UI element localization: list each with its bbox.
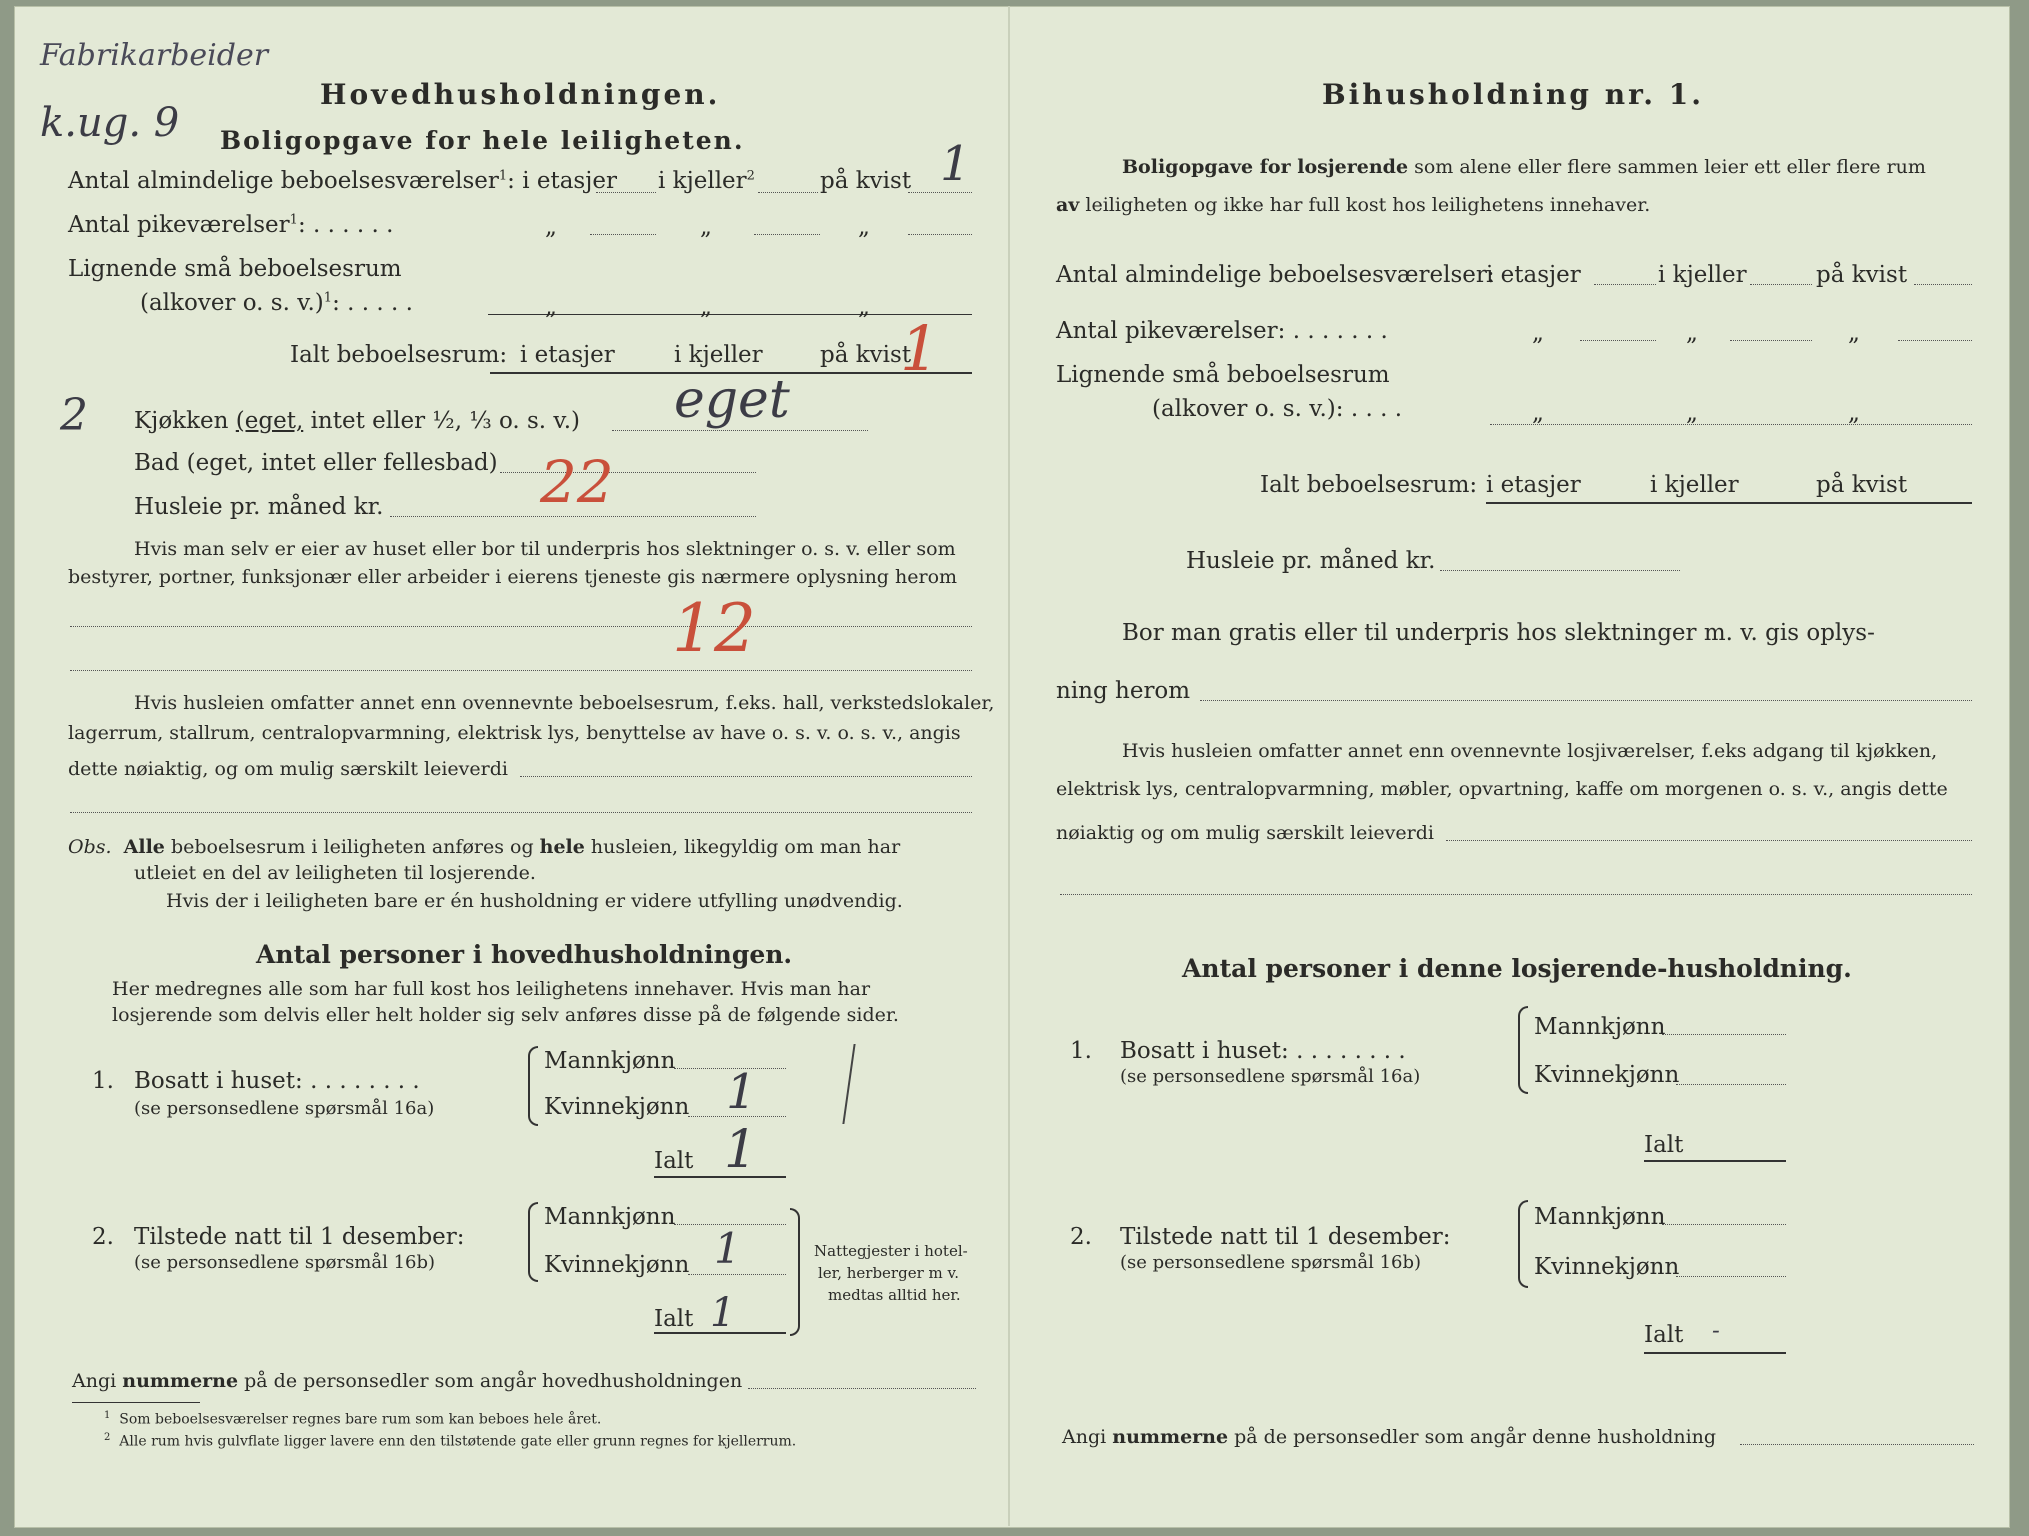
right-inclusion-field[interactable] xyxy=(1446,840,1972,841)
right-maid-attic-field[interactable] xyxy=(1898,340,1972,341)
right-ordinary-cellar-field[interactable] xyxy=(1750,284,1812,285)
total-rooms-attic-label: på kvist xyxy=(820,342,912,368)
row-ordinary-rooms-label: Antal almindelige beboelsesværelser$^1$: i etasjer xyxy=(68,168,617,194)
q2-number: 2. xyxy=(92,1224,114,1250)
right-q1-female-field[interactable] xyxy=(1676,1084,1786,1085)
right-q2-female-field[interactable] xyxy=(1676,1276,1786,1277)
obs-note-line-1: Obs. Alle beboelsesrum i leiligheten anføres og hele husleien, likegyldig om man har xyxy=(68,836,901,858)
left-page-main-household xyxy=(0,0,1010,1536)
right-ordinary-attic-field[interactable] xyxy=(1914,284,1972,285)
kitchen-label: Kjøkken (eget, intet eller ½, ⅓ o. s. v.) xyxy=(134,408,580,434)
handwritten-address: k.ug. 9 xyxy=(40,100,180,146)
q2-female-field[interactable] xyxy=(688,1274,786,1275)
handwritten-total-attic: 1 xyxy=(900,312,940,385)
night-guests-note-3: medtas alltid her. xyxy=(828,1286,961,1304)
right-inclusion-line-1: Hvis husleien omfatter annet enn ovennevnte losjiværelser, f.eks adgang til kjøkken, xyxy=(1122,740,1938,762)
inclusion-value-field[interactable] xyxy=(520,776,972,777)
obs-note-line-2: utleiet en del av leiligheten til losjerende. xyxy=(134,862,536,884)
handwritten-extra-number: 12 xyxy=(672,590,756,667)
right-maid-floor-field[interactable] xyxy=(1580,340,1656,341)
right-inclusion-line-2: elektrisk lys, centralopvarmning, møbler, opvartning, kaffe om morgenen o. s. v., angis dette xyxy=(1056,778,1948,800)
right-page-sub-household xyxy=(1010,0,2029,1536)
ordinary-rooms-attic-label: på kvist xyxy=(820,168,912,194)
ordinary-rooms-floor-field[interactable] xyxy=(596,192,656,193)
inclusion-note-line-2: lagerrum, stallrum, centralopvarmning, elektrisk lys, benyttelse av have o. s. v. o. s. v., angis xyxy=(68,722,961,744)
footnote-1: $^1$ Som beboelsesværelser regnes bare rum som kan beboes hele året. xyxy=(104,1410,602,1428)
person-numbers-label: Angi nummerne på de personsedler som angår hovedhusholdningen xyxy=(72,1370,743,1392)
right-q2-female-label: Kvinnekjønn xyxy=(1534,1254,1680,1280)
right-q2-label: Tilstede natt til 1 desember: xyxy=(1120,1224,1451,1250)
right-q1-male-label: Mannkjønn xyxy=(1534,1014,1666,1040)
right-ordinary-floor-label: i etasjer xyxy=(1486,262,1581,288)
right-rent-field[interactable] xyxy=(1440,570,1680,571)
right-intro-line-2: av leiligheten og ikke har full kost hos leilighetens innehaver. xyxy=(1056,194,1651,216)
handwritten-checkmark xyxy=(828,1044,855,1124)
right-total-rooms-label: Ialt beboelsesrum: xyxy=(1260,472,1478,498)
right-inclusion-field-2[interactable] xyxy=(1060,894,1972,895)
owner-note-field-2[interactable] xyxy=(70,670,972,671)
q2-label: Tilstede natt til 1 desember: xyxy=(134,1224,465,1250)
handwritten-kitchen-answer: eget xyxy=(674,370,790,430)
handwritten-rent: 22 xyxy=(540,448,614,516)
handwritten-q2-female: 1 xyxy=(714,1224,741,1273)
right-ordinary-rooms-label: Antal almindelige beboelsesværelser: xyxy=(1056,262,1495,288)
right-q2-brace xyxy=(1518,1200,1528,1288)
q2-brace xyxy=(528,1202,538,1282)
rent-field[interactable] xyxy=(390,516,756,517)
maid-rooms-ditto-1: „ xyxy=(545,214,557,240)
total-rooms-floor-label: i etasjer xyxy=(520,342,615,368)
right-ordinary-cellar-label: i kjeller xyxy=(1658,262,1747,288)
right-q1-total-line xyxy=(1644,1160,1786,1162)
alcove-ditto-1: „ xyxy=(545,294,557,320)
alcove-rooms-label: Lignende små beboelsesrum xyxy=(68,256,402,282)
owner-note-line-1: Hvis man selv er eier av huset eller bor til underpris hos slektninger o. s. v. eller som xyxy=(134,538,956,560)
alcove-ditto-3: „ xyxy=(858,294,870,320)
right-q2-male-label: Mannkjønn xyxy=(1534,1204,1666,1230)
right-total-attic-label: på kvist xyxy=(1816,472,1908,498)
q2-male-label: Mannkjønn xyxy=(544,1204,676,1230)
q2-reference: (se personsedlene spørsmål 16b) xyxy=(134,1252,436,1273)
right-alcove-label-2: (alkover o. s. v.): . . . . xyxy=(1152,396,1403,422)
right-free-field[interactable] xyxy=(1200,700,1972,701)
q1-brace xyxy=(528,1046,538,1126)
maid-rooms-ditto-3: „ xyxy=(858,214,870,240)
right-q2-total-label: Ialt xyxy=(1644,1322,1684,1348)
right-free-line-2: ning herom xyxy=(1056,678,1191,704)
q1-female-label: Kvinnekjønn xyxy=(544,1094,690,1120)
right-q2-total-line xyxy=(1644,1352,1786,1354)
right-alcove-ditto-3: „ xyxy=(1848,400,1860,426)
right-q1-reference: (se personsedlene spørsmål 16a) xyxy=(1120,1066,1421,1087)
maid-rooms-label: Antal pikeværelser$^1$: . . . . . . xyxy=(68,212,394,238)
right-q2-male-field[interactable] xyxy=(1662,1224,1786,1225)
footnote-2: $^2$ Alle rum hvis gulvflate ligger lavere enn den tilstøtende gate eller grunn regnes for kjellerrum. xyxy=(104,1432,797,1450)
right-total-rooms-line xyxy=(1486,502,1972,504)
right-maid-cellar-field[interactable] xyxy=(1730,340,1812,341)
right-q1-brace xyxy=(1518,1006,1528,1094)
maid-rooms-cellar-field[interactable] xyxy=(754,234,820,235)
ordinary-rooms-cellar-field[interactable] xyxy=(758,192,818,193)
right-person-numbers-field[interactable] xyxy=(1740,1444,1974,1445)
handwritten-q1-total: 1 xyxy=(724,1120,758,1180)
rent-label: Husleie pr. måned kr. xyxy=(134,494,384,520)
right-inclusion-line-3: nøiaktig og om mulig særskilt leieverdi xyxy=(1056,822,1434,844)
inclusion-value-field-2[interactable] xyxy=(70,812,972,813)
right-q2-number: 2. xyxy=(1070,1224,1092,1250)
q1-male-label: Mannkjønn xyxy=(544,1048,676,1074)
night-guests-note-1: Nattegjester i hotel- xyxy=(814,1242,968,1260)
right-ordinary-floor-field[interactable] xyxy=(1594,284,1656,285)
right-maid-ditto-3: „ xyxy=(1848,320,1860,346)
owner-note-line-2: bestyrer, portner, funksjonær eller arbeider i eierens tjeneste gis nærmere oplysning herom xyxy=(68,566,958,588)
person-numbers-field[interactable] xyxy=(748,1388,976,1389)
inclusion-note-line-3: dette nøiaktig, og om mulig særskilt leieverdi xyxy=(68,758,508,780)
right-free-line-1: Bor man gratis eller til underpris hos slektninger m. v. gis oplys- xyxy=(1122,620,1875,646)
right-total-cellar-label: i kjeller xyxy=(1650,472,1739,498)
persons-note-line-1: Her medregnes alle som har full kost hos leilighetens innehaver. Hvis man har xyxy=(112,978,871,1000)
right-q1-label: Bosatt i huset: . . . . . . . . xyxy=(1120,1038,1406,1064)
handwritten-q2-total: 1 xyxy=(710,1290,736,1336)
inclusion-note-line-1: Hvis husleien omfatter annet enn ovennevnte beboelsesrum, f.eks. hall, verkstedslokaler, xyxy=(134,692,995,714)
bath-field[interactable] xyxy=(500,472,756,473)
maid-rooms-attic-field[interactable] xyxy=(908,234,972,235)
alcove-ditto-2: „ xyxy=(700,294,712,320)
handwritten-attic-count: 1 xyxy=(940,136,971,192)
persons-title: Antal personer i hovedhusholdningen. xyxy=(256,940,793,969)
night-guests-note-2: ler, herberger m v. xyxy=(818,1264,959,1282)
right-alcove-label: Lignende små beboelsesrum xyxy=(1056,362,1390,388)
right-maid-ditto-1: „ xyxy=(1532,320,1544,346)
total-rooms-label: Ialt beboelsesrum: xyxy=(290,342,508,368)
handwritten-q1-female: 1 xyxy=(726,1064,757,1120)
right-q1-number: 1. xyxy=(1070,1038,1092,1064)
q1-number: 1. xyxy=(92,1068,114,1094)
owner-note-field-1[interactable] xyxy=(70,626,972,627)
right-total-floor-label: i etasjer xyxy=(1486,472,1581,498)
right-maid-ditto-2: „ xyxy=(1686,320,1698,346)
right-q1-male-field[interactable] xyxy=(1662,1034,1786,1035)
right-persons-title: Antal personer i denne losjerende-husholdning. xyxy=(1182,954,1852,983)
q1-label: Bosatt i huset: . . . . . . . . xyxy=(134,1068,420,1094)
left-subtitle: Boligopgave for hele leiligheten. xyxy=(220,126,745,155)
right-title: Bihusholdning nr. 1. xyxy=(1322,78,1704,111)
handwritten-right-q2-total: - xyxy=(1712,1318,1720,1344)
right-q1-female-label: Kvinnekjønn xyxy=(1534,1062,1680,1088)
obs-note-line-3: Hvis der i leiligheten bare er én husholdning er videre utfylling unødvendig. xyxy=(166,890,903,912)
q2-right-brace xyxy=(790,1208,800,1336)
ordinary-rooms-attic-field[interactable] xyxy=(908,192,972,193)
right-q1-total-label: Ialt xyxy=(1644,1132,1684,1158)
maid-rooms-ditto-2: „ xyxy=(700,214,712,240)
footnote-rule xyxy=(72,1402,200,1403)
right-q2-reference: (se personsedlene spørsmål 16b) xyxy=(1120,1252,1422,1273)
ordinary-rooms-cellar-label: i kjeller$^2$ xyxy=(658,168,755,194)
handwritten-occupation: Fabrikarbeider xyxy=(40,38,269,73)
right-alcove-ditto-2: „ xyxy=(1686,400,1698,426)
bath-label: Bad (eget, intet eller fellesbad) xyxy=(134,450,498,476)
right-alcove-field[interactable] xyxy=(1490,424,1972,425)
right-maid-rooms-label: Antal pikeværelser: . . . . . . . xyxy=(1056,318,1388,344)
persons-note-line-2: losjerende som delvis eller helt holder sig selv anføres disse på de følgende sider. xyxy=(112,1004,899,1026)
right-intro-line-1: Boligopgave for losjerende som alene eller flere sammen leier ett eller flere rum xyxy=(1122,156,1926,178)
left-title: Hovedhusholdningen. xyxy=(320,78,721,111)
handwritten-kitchen-number: 2 xyxy=(60,390,88,441)
alcove-rooms-label-2: (alkover o. s. v.)$^1$: . . . . . xyxy=(140,290,413,316)
kitchen-field[interactable] xyxy=(612,430,868,431)
total-rooms-cellar-label: i kjeller xyxy=(674,342,763,368)
right-alcove-ditto-1: „ xyxy=(1532,400,1544,426)
q2-female-label: Kvinnekjønn xyxy=(544,1252,690,1278)
q1-total-line xyxy=(654,1176,786,1178)
q2-total-label: Ialt xyxy=(654,1306,694,1332)
right-ordinary-attic-label: på kvist xyxy=(1816,262,1908,288)
maid-rooms-floor-field[interactable] xyxy=(590,234,656,235)
q1-total-label: Ialt xyxy=(654,1148,694,1174)
right-person-numbers-label: Angi nummerne på de personsedler som angår denne husholdning xyxy=(1062,1426,1717,1448)
q1-reference: (se personsedlene spørsmål 16a) xyxy=(134,1098,435,1119)
right-rent-label: Husleie pr. måned kr. xyxy=(1186,548,1436,574)
